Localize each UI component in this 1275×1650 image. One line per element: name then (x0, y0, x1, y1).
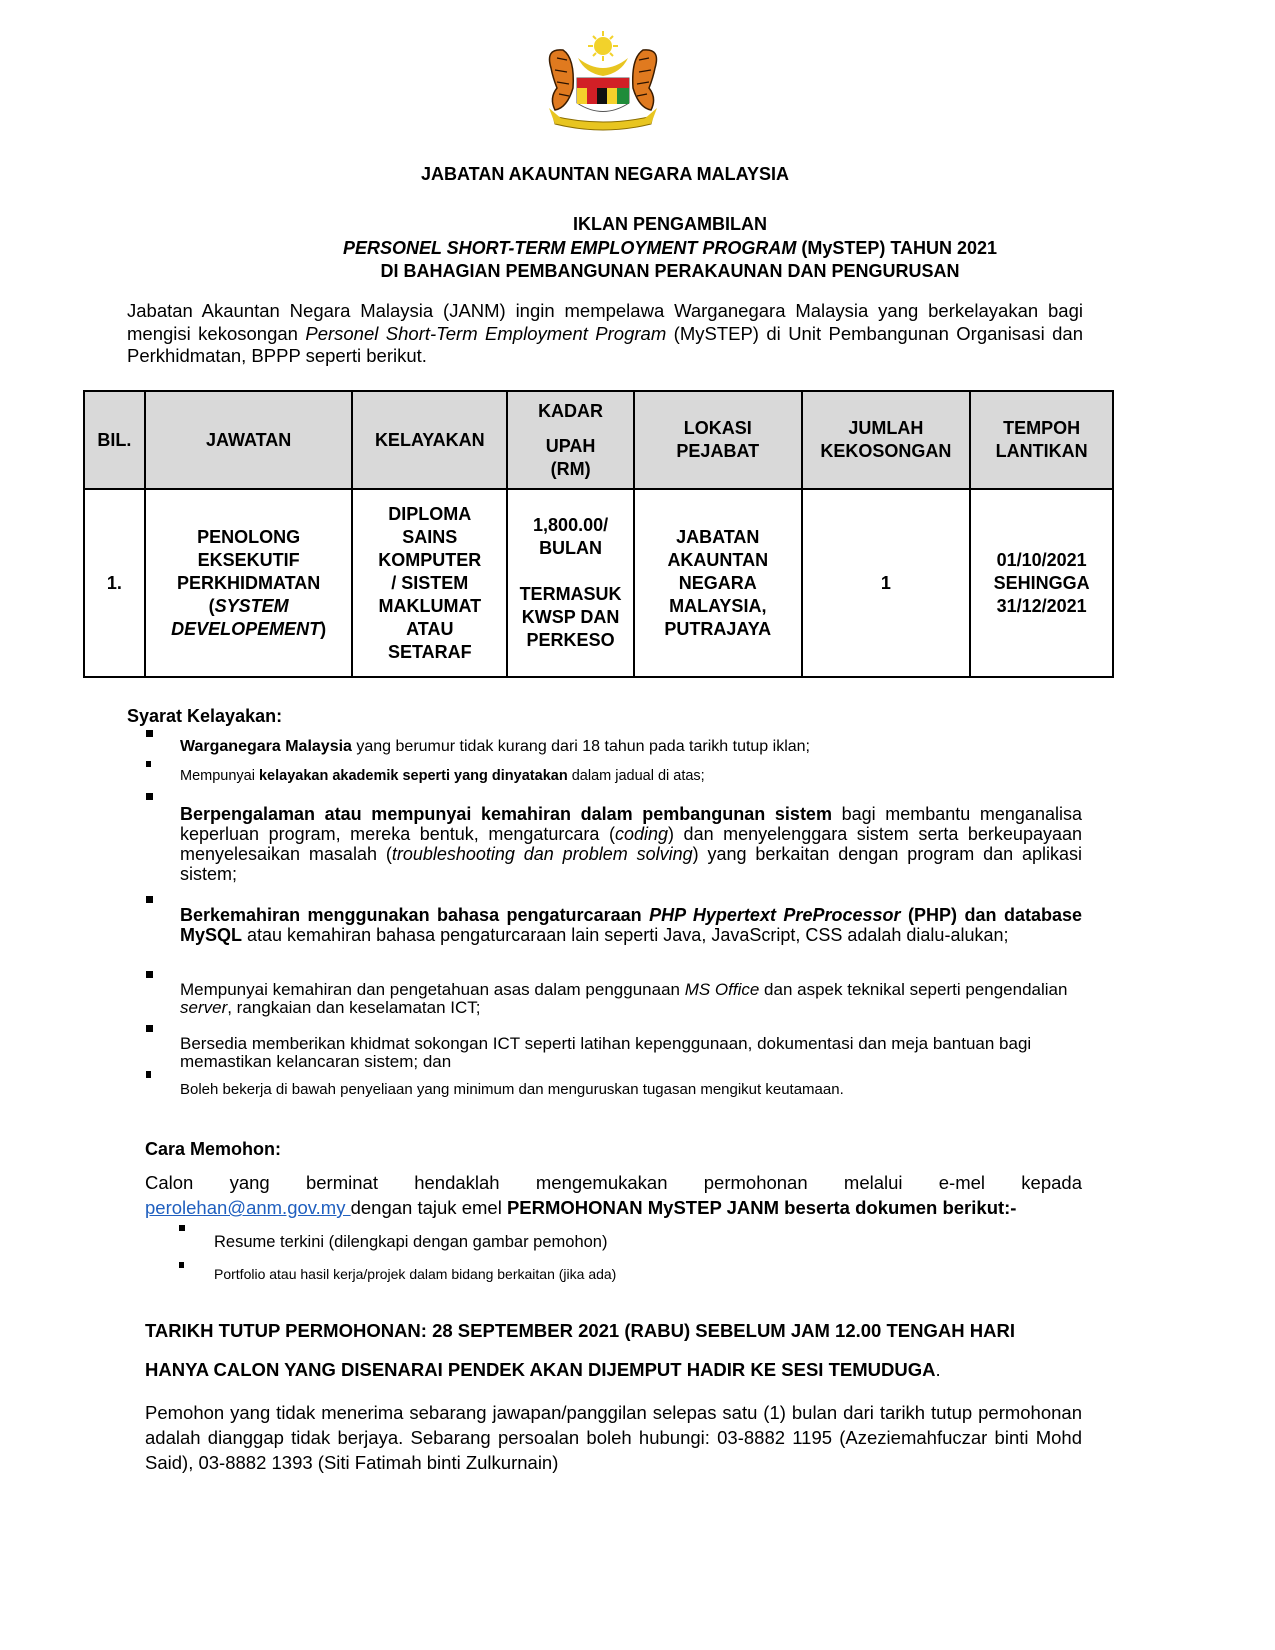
jawatan-line: PENOLONG (197, 526, 301, 547)
kelayakan-line: SETARAF (387, 641, 472, 662)
ad-title-line3: DI BAHAGIAN PEMBANGUNAN PERAKAUNAN DAN PENGURUSAN (380, 261, 960, 281)
header-kadar-upah (507, 391, 634, 489)
shortlist-period: . (935, 1359, 941, 1380)
kelayakan-line: SAINS (402, 526, 458, 547)
intro-text-1: Jabatan Akauntan Negara Malaysia (JANM) ingin mempelawa Warganegara Malaysia yang berkelayakan bagi mengisi kekosongan (127, 300, 1083, 344)
kadar-line: TERMASUK (519, 584, 622, 604)
kadar-spacer (512, 560, 629, 583)
syarat-item-7: Boleh bekerja di bawah penyeliaan yang minimum dan menguruskan tugasan mengikut keutamaan. (180, 1081, 844, 1098)
jawatan-italic: DEVELOPEMENT (171, 618, 321, 639)
syarat-text: Mempunyai kemahiran dan pengetahuan asas dalam penggunaan (180, 980, 685, 999)
syarat-italic: server (180, 998, 228, 1017)
bullet-icon (146, 1025, 153, 1032)
cara-title: Cara Memohon: (145, 1139, 282, 1159)
table-row (84, 489, 1113, 677)
document-item-2: Portfolio atau hasil kerja/projek dalam bidang berkaitan (jika ada) (214, 1266, 617, 1282)
syarat-item-4 (180, 905, 1082, 945)
kadar-line: KWSP DAN (521, 607, 620, 627)
footer-note: Pemohon yang tidak menerima sebarang jawapan/panggilan selepas satu (1) bulan dari tarikh tutup permohonan adalah dianggap tidak berjaya. Sebarang persoalan boleh hubungi: 03-8882 1195 (Azeziemahfuczar binti Mohd Said), 03-8882 1393 (Siti Fatimah binti Zulkurnain) (145, 1402, 1082, 1473)
syarat-italic: coding (614, 824, 669, 844)
header-tempoh (970, 391, 1113, 489)
bullet-icon (179, 1262, 184, 1268)
syarat-bold: Warganegara Malaysia (180, 738, 352, 755)
apply-bold: PERMOHONAN MySTEP JANM beserta dokumen berikut:- (506, 1197, 1017, 1218)
header-lokasi (634, 391, 802, 489)
paren-close: ) (320, 618, 327, 639)
bullet-icon (146, 761, 151, 767)
intro-paragraph (127, 300, 1083, 368)
syarat-bold: Berkemahiran menggunakan bahasa pengaturcaraan (180, 905, 650, 925)
syarat-item-5 (180, 981, 1082, 1017)
jawatan-line (150, 618, 348, 641)
bullet-icon (146, 971, 153, 978)
syarat-text: dalam jadual di atas; (567, 768, 705, 784)
kadar-line: 1,800.00/ (533, 515, 609, 535)
header-jumlah-line: JUMLAH (848, 418, 924, 438)
kadar-line: BULAN (539, 538, 603, 558)
cell-kadar (507, 489, 634, 677)
header-tempoh-line: TEMPOH (1003, 418, 1081, 438)
header-upah-line: UPAH (545, 435, 596, 456)
document-item-1: Resume terkini (dilengkapi dengan gambar pemohon) (214, 1233, 608, 1251)
syarat-text: bagi membantu menganalisa keperluan program, mereka bentuk, mengaturcara ( (180, 804, 1082, 844)
header-lokasi-line: LOKASI (683, 418, 752, 438)
syarat-text: atau kemahiran bahasa pengaturcaraan lain seperti Java, JavaScript, CSS adalah dialu-alukan; (242, 925, 1009, 945)
intro-text-2: (MySTEP) di Unit Pembangunan Organisasi dan Perkhidmatan, BPPP seperti berikut. (127, 322, 1083, 366)
jawatan-line: EKSEKUTIF (197, 549, 300, 570)
jawatan-line: PERKHIDMATAN (176, 572, 321, 593)
apply-line-1: Calon yang berminat hendaklah mengemukakan permohonan melalui e-mel kepada (145, 1172, 1082, 1193)
email-link[interactable]: perolehan@anm.gov.my (145, 1197, 351, 1218)
syarat-italic: MS Office (684, 980, 760, 999)
apply-line-2 (145, 1195, 1082, 1220)
header-kelayakan: KELAYAKAN (352, 391, 507, 489)
cell-kelayakan (352, 489, 507, 677)
shortlist-notice (145, 1359, 941, 1381)
syarat-title: Syarat Kelayakan: (127, 706, 283, 726)
lokasi-line: MALAYSIA, (669, 595, 767, 616)
kelayakan-line: ATAU (406, 618, 454, 639)
cell-lokasi (634, 489, 802, 677)
tempoh-line: SEHINGGA (993, 572, 1090, 593)
bullet-icon (179, 1225, 185, 1231)
program-name: PERSONEL SHORT-TERM EMPLOYMENT PROGRAM (342, 237, 797, 258)
syarat-italic: troubleshooting dan problem solving (391, 844, 693, 864)
kelayakan-line: KOMPUTER (378, 549, 482, 570)
organization-name: JABATAN AKAUNTAN NEGARA MALAYSIA (421, 164, 789, 184)
syarat-bold: (PHP) dan database MySQL (180, 905, 1082, 945)
syarat-item-6: Bersedia memberikan khidmat sokongan ICT seperti latihan kepenggunaan, dokumentasi dan meja bantuan bagi memastikan kelancaran sistem; dan (180, 1034, 1032, 1071)
header-bil: BIL. (84, 391, 145, 489)
header-lantikan-line: LANTIKAN (995, 441, 1088, 461)
lokasi-line: AKAUNTAN (667, 549, 769, 570)
cell-tempoh (970, 489, 1113, 677)
kelayakan-line: MAKLUMAT (378, 595, 482, 616)
syarat-text: , rangkaian dan keselamatan ICT; (227, 998, 481, 1017)
shortlist-text: HANYA CALON YANG DISENARAI PENDEK AKAN DIJEMPUT HADIR KE SESI TEMUDUGA (145, 1359, 936, 1380)
kelayakan-line: / SISTEM (391, 572, 469, 593)
lokasi-line: NEGARA (678, 572, 757, 593)
ad-title-line1: IKLAN PENGAMBILAN (573, 214, 767, 234)
intro-program-name: Personel Short-Term Employment Program (305, 322, 667, 344)
kadar-line: PERKESO (526, 630, 615, 650)
table-header-row (84, 391, 1113, 489)
bullet-icon (146, 1071, 151, 1078)
header-rm-line: (RM) (550, 458, 591, 479)
ad-title-line2 (0, 237, 1275, 261)
header-kekosongan-line: KEKOSONGAN (820, 441, 952, 461)
syarat-text: ) yang berkaitan dengan program dan aplikasi sistem; (180, 844, 1083, 884)
kelayakan-line: DIPLOMA (388, 503, 472, 524)
cell-bil: 1. (84, 489, 145, 677)
syarat-bold: kelayakan akademik seperti yang dinyatakan (258, 768, 568, 784)
lokasi-line: JABATAN (676, 526, 760, 547)
syarat-text: yang berumur tidak kurang dari 18 tahun pada tarikh tutup iklan; (351, 738, 810, 755)
cell-jumlah: 1 (802, 489, 971, 677)
bullet-icon (146, 793, 153, 800)
program-year: (MySTEP) TAHUN 2021 (796, 237, 998, 258)
syarat-text: ) dan menyelenggara sistem serta berkeupayaan menyelesaikan masalah ( (180, 824, 1082, 864)
syarat-bold: Berpengalaman atau mempunyai kemahiran dalam pembangunan sistem (180, 804, 832, 824)
apply-text: dengan tajuk emel (350, 1197, 507, 1218)
lokasi-line: PUTRAJAYA (664, 618, 772, 639)
ad-title (0, 213, 1275, 284)
paren-open: ( (208, 595, 215, 616)
syarat-item-3 (180, 804, 1082, 884)
syarat-item-1 (180, 737, 1082, 757)
syarat-text: dan aspek teknikal seperti pengendalian (759, 980, 1068, 999)
syarat-item-2 (180, 766, 1082, 786)
jawatan-line (150, 595, 348, 618)
tempoh-line: 31/12/2021 (996, 595, 1087, 616)
cell-jawatan (145, 489, 353, 677)
bullet-icon (146, 730, 153, 737)
header-jawatan: JAWATAN (145, 391, 353, 489)
tempoh-line: 01/10/2021 (996, 549, 1087, 570)
header-kadar-line: KADAR (538, 400, 604, 421)
syarat-bold-italic: PHP Hypertext PreProcessor (649, 905, 901, 925)
jawatan-italic: SYSTEM (214, 595, 289, 616)
syarat-text: Mempunyai (180, 768, 259, 784)
header-pejabat-line: PEJABAT (676, 441, 760, 461)
coat-of-arms-icon (533, 28, 673, 136)
header-jumlah (802, 391, 971, 489)
closing-deadline: TARIKH TUTUP PERMOHONAN: 28 SEPTEMBER 2021 (RABU) SEBELUM JAM 12.00 TENGAH HARI (145, 1320, 1015, 1341)
bullet-icon (146, 896, 153, 903)
vacancy-table (83, 390, 1114, 678)
